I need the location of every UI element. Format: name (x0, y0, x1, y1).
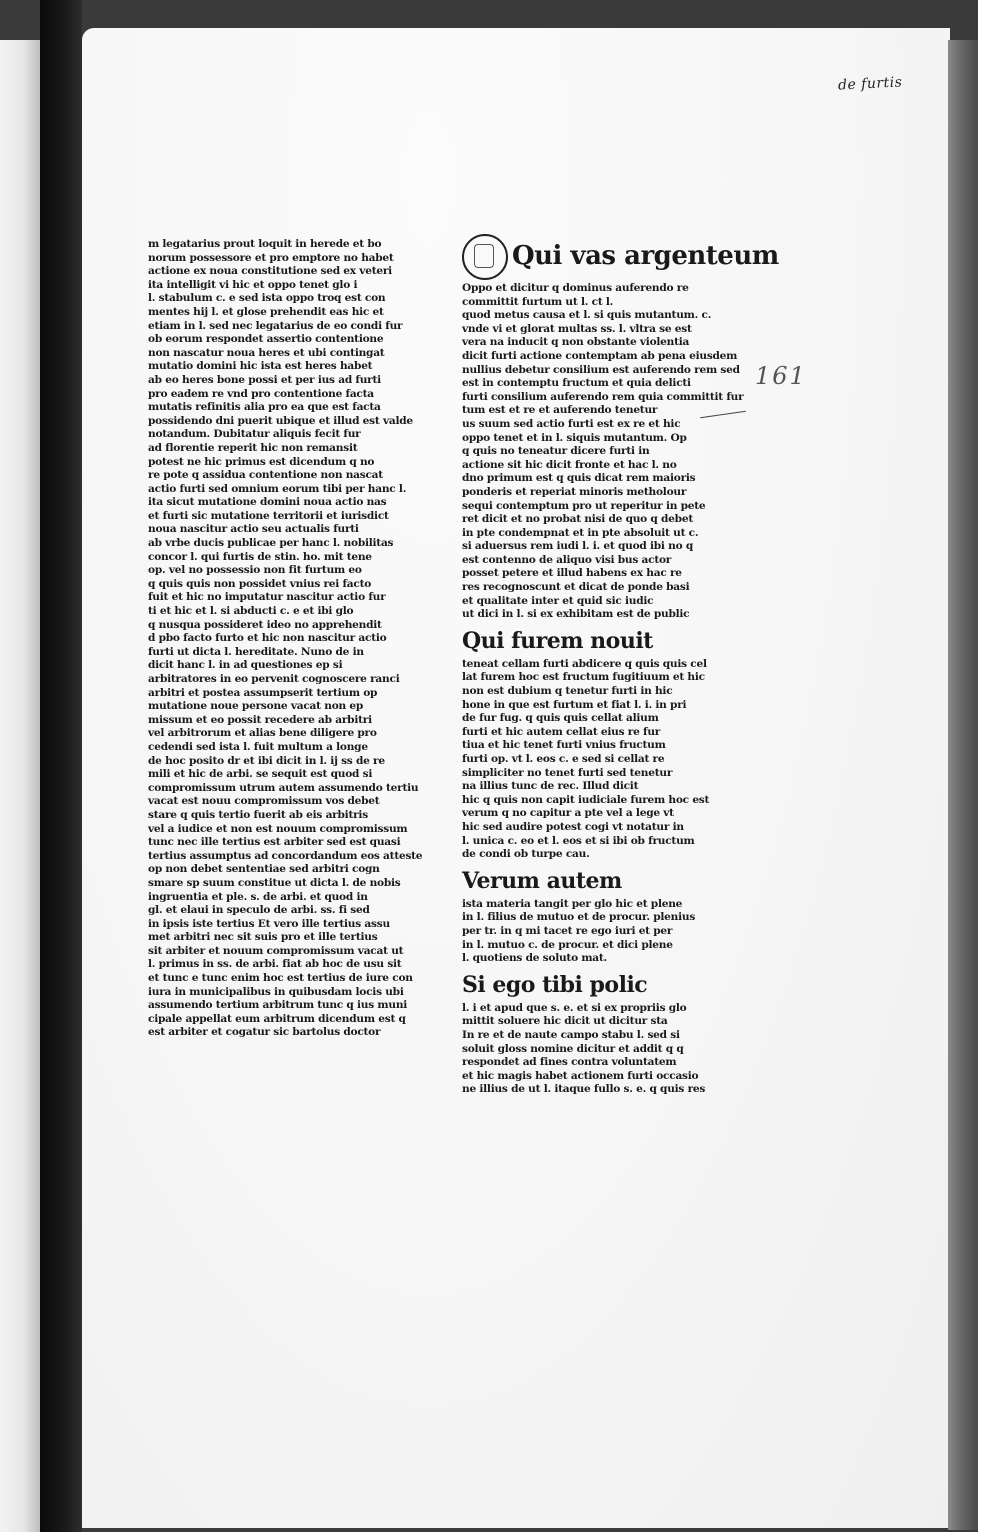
text-line: possidendo dni puerit ubique et illud est valde (148, 414, 413, 427)
text-line: nullius debetur consilium est auferendo rem sed (462, 363, 740, 376)
text-line: respondet ad fines contra voluntatem (462, 1056, 677, 1069)
right-text-column (462, 230, 779, 1097)
text-line: dicit furti actione contemptam ab pena eiusdem (462, 349, 738, 362)
text-line: vel arbitrorum et alias bene diligere pro (148, 727, 377, 740)
running-head: de furtis (837, 74, 903, 94)
scan-border (978, 0, 1000, 1532)
text-line: sequi contemptum pro ut reperitur in pete (462, 499, 706, 512)
text-line: ista materia tangit per glo hic et plene (462, 897, 683, 910)
text-line: in pte condempnat et in pte absoluit ut c. (462, 526, 699, 539)
text-line: missum et eo possit recedere ab arbitri (148, 713, 372, 726)
text-line: vera na inducit q non obstante violentia (462, 336, 690, 349)
text-line: l. i et apud que s. e. et si ex propriis glo (462, 1001, 687, 1014)
text-line: teneat cellam furti abdicere q quis quis cel (462, 657, 707, 670)
text-line: tunc nec ille tertius est arbiter sed est quasi (148, 836, 401, 849)
text-line: et tunc e tunc enim hoc est tertius de iure con (148, 972, 413, 985)
text-line: actione ex noua constitutione sed ex veteri (148, 265, 392, 278)
text-line: l. primus in ss. de arbi. fiat ab hoc de usu sit (148, 958, 402, 971)
text-line: in ipsis iste tertius Et vero ille tertius assu (148, 917, 390, 930)
text-line: oppo tenet et in l. siquis mutantum. Op (462, 431, 687, 444)
text-line: d pbo facto furto et hic non nascitur actio (148, 632, 387, 645)
text-line: per tr. in q mi tacet re ego iuri et per (462, 924, 673, 937)
text-line: furti et hic autem cellat eius re fur (462, 725, 661, 738)
text-line: l. stabulum c. e sed ista oppo troq est con (148, 292, 386, 305)
text-line: furti ut dicta l. hereditate. Nuno de in (148, 645, 364, 658)
text-line: ob eorum respondet assertio contentione (148, 333, 384, 346)
heading-text: Verum autem (462, 867, 622, 894)
text-line: vacat est nouu compromissum vos debet (148, 795, 380, 808)
text-line: vnde vi et glorat multas ss. l. vltra se est (462, 322, 692, 335)
text-line: ret dicit et no probat nisi de quo q debet (462, 513, 693, 526)
text-line: si aduersus rem iudi l. i. et quod ibi no q (462, 540, 694, 553)
text-line: quod metus causa et l. si quis mutantum. c. (462, 309, 712, 322)
text-line: ab vrbe ducis publicae per hanc l. nobilitas (148, 537, 394, 550)
text-line: norum possessore et pro emptore no habet (148, 251, 394, 264)
text-line: notandum. Dubitatur aliquis fecit fur (148, 428, 361, 441)
text-line: iura in municipalibus in quibusdam locis ubi (148, 985, 404, 998)
text-line: hic q quis non capit iudiciale furem hoc est (462, 793, 710, 806)
text-line: et qualitate inter et quid sic iudic (462, 594, 654, 607)
heading-text: Qui vas argenteum (512, 241, 779, 271)
text-line: noua nascitur actio seu actualis furti (148, 523, 359, 536)
text-line: dicit hanc l. in ad questiones ep si (148, 659, 343, 672)
rubric-heading (462, 866, 710, 896)
heading-text: Qui furem nouit (462, 627, 653, 654)
rubric-heading (462, 626, 710, 656)
text-line: non est dubium q tenetur furti in hic (462, 685, 673, 698)
decorated-initial-icon (462, 234, 508, 280)
binding-gutter (40, 0, 82, 1532)
text-line: actio furti sed omnium eorum tibi per hanc l. (148, 482, 407, 495)
text-line: l. quotiens de soluto mat. (462, 952, 607, 965)
text-line: ingruentia et ple. s. de arbi. et quod in (148, 890, 368, 903)
text-line: compromissum utrum autem assumendo tertiu (148, 781, 419, 794)
text-line: hic sed audire potest cogi vt notatur in (462, 820, 684, 833)
text-line: ut dici in l. si ex exhibitam est de public (462, 608, 690, 621)
text-line: mutatio domini hic ista est heres habet (148, 360, 373, 373)
text-line: verum q no capitur a pte vel a lege vt (462, 807, 674, 820)
text-line: met arbitri nec sit suis pro et ille tertius (148, 931, 378, 944)
text-line: et hic magis habet actionem furti occasio (462, 1069, 699, 1082)
text-line: est contenno de aliquo visi bus actor (462, 553, 672, 566)
text-line: gl. et elaui in speculo de arbi. ss. fi sed (148, 904, 370, 917)
facing-page-edge (0, 40, 40, 1532)
text-line: fuit et hic no imputatur nascitur actio fur (148, 591, 386, 604)
text-line: cedendi sed ista l. fuit multum a longe (148, 740, 368, 753)
text-line: q nusqua possideret ideo no apprehendit (148, 618, 382, 631)
text-line: furti consilium auferendo rem quia committit fur (462, 390, 744, 403)
text-line: ita intelligit vi hic et oppo tenet glo i (148, 278, 358, 291)
text-line: etiam in l. sed nec legatarius de eo condi fur (148, 319, 403, 332)
text-line: Oppo et dicitur q dominus auferendo re (462, 282, 689, 294)
text-line: ad florentie reperit hic non remansit (148, 441, 358, 454)
text-line: mutatis refinitis alia pro ea que est facta (148, 401, 381, 414)
text-line: committit furtum ut l. ct l. (462, 295, 614, 308)
text-line: non nascatur noua heres et ubi contingat (148, 346, 385, 359)
text-line: q quis no teneatur dicere furti in (462, 445, 650, 458)
text-line: ita sicut mutatione domini noua actio nas (148, 496, 387, 509)
text-line: in l. filius de mutuo et de procur. plenius (462, 911, 696, 924)
text-line: hone in que est furtum et fiat l. i. in pri (462, 698, 687, 711)
left-text-column (148, 238, 423, 1040)
text-line: In re et de naute campo stabu l. sed si (462, 1028, 680, 1041)
rubric-heading (462, 970, 710, 1000)
text-line: posset petere et illud habens ex hac re (462, 567, 682, 580)
text-line: mutatione noue persone vacat non ep (148, 700, 364, 713)
text-line: pro eadem re vnd pro contentione facta (148, 387, 374, 400)
text-line: mittit soluere hic dicit ut dicitur sta (462, 1015, 668, 1028)
text-line: concor l. qui furtis de stin. ho. mit tene (148, 550, 372, 563)
text-line: m legatarius prout loquit in herede et bo (148, 238, 382, 250)
text-line: op non debet sententiae sed arbitri cogn (148, 863, 380, 876)
text-line: est arbiter et cogatur sic bartolus doctor (148, 1026, 381, 1039)
text-line: de hoc posito dr et ibi dicit in l. ij ss de re (148, 754, 385, 767)
text-line: res recognoscunt et dicat de ponde basi (462, 581, 690, 594)
text-line: est in contemptu fructum et quia delicti (462, 377, 691, 390)
text-line: smare sp suum constitue ut dicta l. de nobis (148, 876, 401, 889)
text-line: arbitri et postea assumpserit tertium op (148, 686, 378, 699)
text-line: re pote q assidua contentione non nascat (148, 469, 383, 482)
text-line: us suum sed actio furti est ex re et hic (462, 417, 681, 430)
text-line: na illius tunc de rec. Illud dicit (462, 780, 639, 793)
page-fore-edge (948, 40, 978, 1530)
text-line: cipale appellat eum arbitrum dicendum est q (148, 1012, 406, 1025)
text-line: actione sit hic dicit fronte et hac l. no (462, 458, 677, 471)
text-line: simpliciter no tenet furti sed tenetur (462, 766, 673, 779)
text-line: soluit gloss nomine dicitur et addit q q (462, 1042, 684, 1055)
text-line: lat furem hoc est fructum fugitiuum et hic (462, 671, 705, 684)
text-line: mentes hij l. et glose prehendit eas hic et (148, 305, 384, 318)
text-line: potest ne hic primus est dicendum q no (148, 455, 375, 468)
text-line: ponderis et reperiat minoris metholour (462, 485, 687, 498)
text-line: de condi ob turpe cau. (462, 848, 590, 861)
text-line: in l. mutuo c. de procur. et dici plene (462, 938, 673, 951)
text-line: tum est et re et auferendo tenetur (462, 404, 658, 417)
text-line: q quis quis non possidet vnius rei facto (148, 577, 372, 590)
folio-number: 161 (755, 362, 807, 390)
heading-text: Si ego tibi polic (462, 971, 648, 998)
text-line: tiua et hic tenet furti vnius fructum (462, 739, 666, 752)
text-line: stare q quis tertio fuerit ab eis arbitris (148, 808, 368, 821)
rubric-heading (462, 234, 779, 280)
text-line: mili et hic de arbi. se sequit est quod si (148, 768, 373, 781)
text-line: ab eo heres bone possi et per ius ad furti (148, 373, 381, 386)
text-line: arbitratores in eo pervenit cognoscere ranci (148, 673, 400, 685)
text-line: et furti sic mutatione territorii et iurisdict (148, 509, 389, 522)
text-line: de fur fug. q quis quis cellat alium (462, 712, 659, 725)
text-line: l. unica c. eo et l. eos et si ibi ob fructum (462, 834, 695, 847)
text-line: furti op. vt l. eos c. e sed si cellat re (462, 753, 665, 765)
text-line: dno primum est q quis dicat rem maioris (462, 472, 696, 485)
text-line: ne illius de ut l. itaque fullo s. e. q quis res (462, 1083, 706, 1096)
text-line: sit arbiter et nouum compromissum vacat ut (148, 944, 404, 957)
text-line: assumendo tertium arbitrum tunc q ius muni (148, 999, 408, 1012)
text-line: vel a iudice et non est nouum compromissum (148, 822, 408, 835)
text-line: op. vel no possessio non fit furtum eo (148, 564, 362, 577)
text-line: tertius assumptus ad concordandum eos atteste (148, 849, 423, 862)
text-line: ti et hic et l. si abducti c. e et ibi glo (148, 605, 354, 618)
